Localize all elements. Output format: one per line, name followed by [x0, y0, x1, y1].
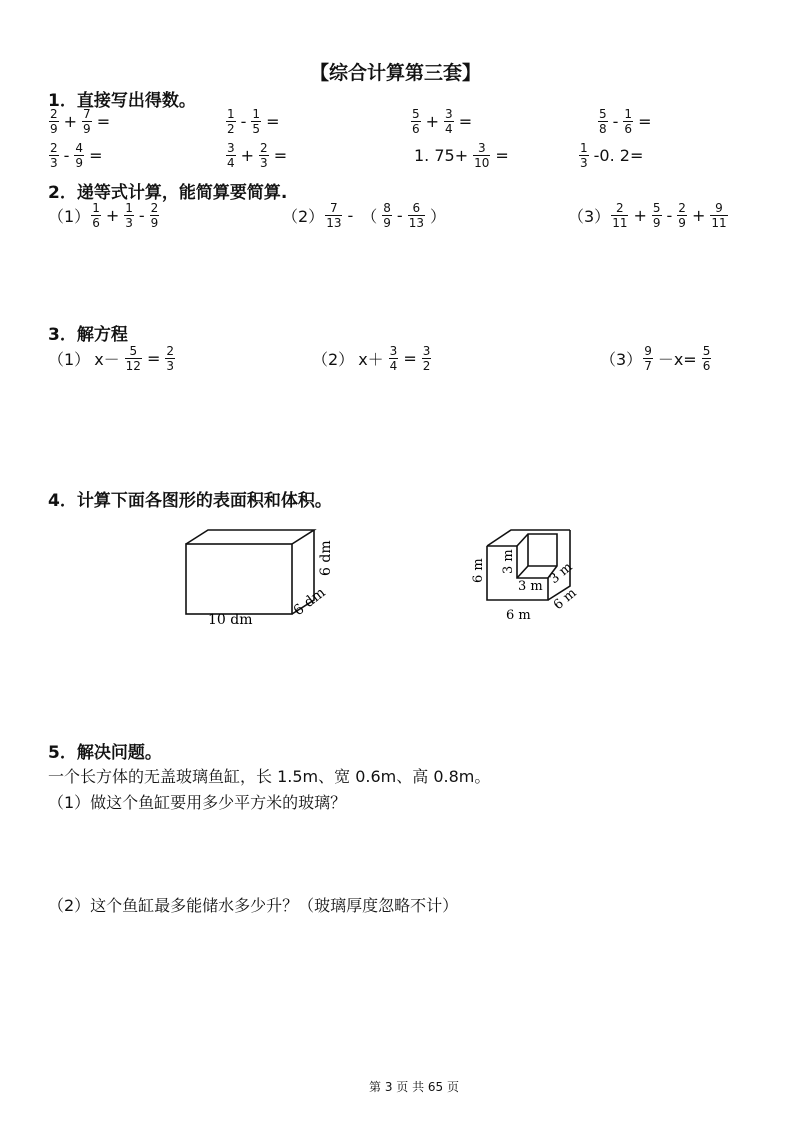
cuboid-width-label: 6 dm	[290, 584, 329, 620]
math-operator: =	[638, 112, 652, 131]
mental-math-item	[48, 142, 106, 169]
denominator: 9	[383, 216, 391, 230]
fraction	[652, 202, 662, 229]
fraction	[611, 202, 628, 229]
numerator: 5	[129, 344, 138, 358]
math-operator: -	[240, 112, 247, 131]
mental-math-item	[578, 142, 647, 169]
cube-notch-figure	[462, 508, 602, 632]
numerator: 9	[715, 201, 723, 215]
numerator: 8	[383, 201, 391, 215]
denominator: 6	[92, 216, 100, 230]
math-operator: =	[266, 112, 280, 131]
math-operator: =	[146, 349, 161, 368]
question-2: （2）这个鱼缸最多能储水多少升？（玻璃厚度忽略不计）	[48, 896, 459, 915]
denominator: 6	[412, 122, 420, 136]
fraction	[49, 108, 59, 135]
denominator: 8	[599, 122, 607, 136]
denominator: 12	[125, 359, 141, 373]
numerator: 5	[652, 201, 661, 215]
cube-height-label: 6 m	[471, 558, 486, 583]
denominator: 3	[125, 216, 133, 230]
denominator: 9	[150, 216, 159, 230]
denominator: 9	[678, 216, 686, 230]
numerator: 2	[50, 141, 58, 155]
fraction	[677, 202, 687, 229]
fraction	[411, 108, 421, 135]
numerator: 1	[624, 107, 633, 121]
fraction	[444, 108, 454, 135]
denominator: 6	[624, 122, 633, 136]
question-1: （1）做这个鱼缸要用多少平方米的玻璃？	[48, 793, 347, 812]
numerator: 2	[50, 107, 58, 121]
denominator: 5	[252, 122, 261, 136]
mental-math-item	[410, 142, 513, 169]
denominator: 9	[50, 122, 58, 136]
math-operator: +	[240, 146, 255, 165]
math-operator: -	[347, 206, 354, 225]
numerator: 1	[92, 201, 100, 215]
mental-math-item	[48, 108, 114, 135]
fraction	[408, 202, 425, 229]
fraction	[124, 202, 134, 229]
cube-cut-height-label: 3 m	[501, 549, 516, 574]
fraction	[49, 142, 59, 169]
math-operator: （	[361, 207, 378, 226]
numerator: 3	[422, 344, 431, 358]
denominator: 9	[652, 216, 661, 230]
numerator: 3	[477, 141, 486, 155]
fraction	[598, 108, 608, 135]
denominator: 13	[408, 216, 424, 230]
fraction	[125, 345, 142, 372]
cube-depth-label: 6 m	[550, 585, 580, 614]
section4-heading: 4．计算下面各图形的表面积和体积。	[48, 491, 332, 511]
fraction	[226, 108, 236, 135]
cube-notch-front	[487, 546, 548, 580]
fraction	[165, 345, 175, 372]
math-operator: -	[63, 146, 70, 165]
numerator: 4	[75, 141, 84, 155]
fraction	[579, 142, 589, 169]
denominator: 2	[227, 122, 235, 136]
cuboid-top-face	[186, 530, 314, 544]
math-operator: +	[633, 206, 647, 225]
denominator: 7	[644, 359, 652, 373]
fraction	[473, 142, 490, 169]
fraction	[251, 108, 261, 135]
math-operator: -	[396, 206, 403, 225]
numerator: 2	[616, 201, 624, 215]
math-operator: -0. 2=	[593, 146, 644, 165]
denominator: 3	[580, 156, 588, 170]
mental-math-item	[225, 142, 291, 169]
denominator: 3	[50, 156, 58, 170]
fraction	[325, 202, 342, 229]
numerator: 3	[227, 141, 235, 155]
numerator: 2	[150, 201, 159, 215]
denominator: 10	[474, 156, 490, 170]
numerator: 2	[260, 141, 268, 155]
math-operator: ）	[429, 207, 446, 226]
math-operator: +	[63, 112, 78, 131]
calc-problem-1: （1） $\frac{1}{6}$ + $\frac{1}{3}$ - $\frac{2}{9}$	[48, 201, 159, 230]
denominator: 9	[75, 156, 84, 170]
mental-math-item	[225, 108, 283, 135]
fraction	[82, 108, 92, 135]
section1-heading: 1．直接写出得数。	[48, 91, 196, 111]
denominator: 11	[711, 216, 727, 230]
math-operator: x＋	[358, 350, 384, 369]
denominator: 2	[422, 359, 431, 373]
fraction	[710, 202, 727, 229]
cuboid-length-label: 10 dm	[208, 612, 253, 628]
cube-cut-width-label: 3 m	[518, 579, 543, 594]
denominator: 4	[389, 359, 398, 373]
fraction	[150, 202, 160, 229]
fraction	[702, 345, 712, 372]
cuboid-front-face	[186, 544, 292, 614]
math-operator: －x=	[657, 350, 697, 369]
math-operator: =	[495, 146, 509, 165]
denominator: 13	[326, 216, 342, 230]
math-operator: =	[89, 146, 103, 165]
denominator: 4	[445, 122, 453, 136]
math-operator: -	[138, 206, 145, 225]
numerator: 7	[83, 107, 91, 121]
math-operator: 1. 75+	[414, 146, 469, 165]
numerator: 7	[330, 201, 338, 215]
cube-edge-label: 6 m	[506, 608, 531, 623]
numerator: 9	[644, 344, 652, 358]
fraction	[623, 108, 633, 135]
calc-problem-3: （3） $\frac{2}{11}$ + $\frac{5}{9}$ - $\frac{2}{9}$ + $\frac{9}{11}$	[568, 201, 727, 230]
section3-heading: 3．解方程	[48, 325, 128, 345]
fraction	[91, 202, 101, 229]
calc-problem-2: （2） $\frac{7}{13}$ - （ $\frac{8}{9}$ - $\frac{6}{13}$ ）	[282, 201, 446, 230]
math-operator: +	[105, 206, 120, 225]
numerator: 1	[252, 107, 261, 121]
page-title: 【综合计算第三套】	[310, 62, 482, 84]
mental-math-item	[410, 108, 476, 135]
numerator: 5	[412, 107, 420, 121]
fraction	[74, 142, 84, 169]
fraction	[259, 142, 269, 169]
fraction	[643, 345, 653, 372]
math-operator: x－	[94, 350, 120, 369]
numerator: 2	[678, 201, 686, 215]
fraction	[382, 202, 392, 229]
fraction	[389, 345, 399, 372]
math-operator: =	[403, 349, 417, 368]
equation-3: （3） $\frac{9}{7}$ －x= $\frac{5}{6}$	[600, 344, 711, 373]
section2-heading: 2．递等式计算，能简算要简算.	[48, 183, 288, 203]
math-operator: +	[691, 206, 706, 225]
math-operator: =	[273, 146, 288, 165]
denominator: 6	[702, 359, 711, 373]
cube-cut-depth-label: 3 m	[546, 559, 576, 588]
math-operator: +	[425, 112, 440, 131]
mental-math-item	[597, 108, 655, 135]
denominator: 3	[166, 359, 174, 373]
fraction	[226, 142, 236, 169]
numerator: 2	[166, 344, 174, 358]
page-footer: 第 3 页 共 65 页	[369, 1080, 459, 1094]
numerator: 3	[389, 344, 398, 358]
equation-1: （1） x－ $\frac{5}{12}$ = $\frac{2}{3}$	[48, 344, 174, 373]
numerator: 1	[125, 201, 133, 215]
math-operator: -	[612, 112, 619, 131]
word-problem-text: 一个长方体的无盖玻璃鱼缸，长 1.5m、宽 0.6m、高 0.8m。	[48, 767, 491, 786]
cuboid-height-label: 6 dm	[318, 540, 334, 576]
denominator: 3	[260, 156, 268, 170]
numerator: 1	[227, 107, 235, 121]
numerator: 3	[445, 107, 453, 121]
cuboid-figure	[170, 518, 370, 630]
equation-2: （2） x＋ $\frac{3}{4}$ = $\frac{3}{2}$	[312, 344, 431, 373]
numerator: 5	[599, 107, 607, 121]
section5-heading: 5．解决问题。	[48, 743, 162, 763]
numerator: 1	[580, 141, 588, 155]
denominator: 11	[612, 216, 628, 230]
math-operator: -	[666, 206, 673, 225]
numerator: 5	[702, 344, 711, 358]
denominator: 9	[83, 122, 91, 136]
fraction	[422, 345, 432, 372]
numerator: 6	[412, 201, 421, 215]
math-operator: =	[458, 112, 473, 131]
denominator: 4	[227, 156, 235, 170]
math-operator: =	[96, 112, 111, 131]
